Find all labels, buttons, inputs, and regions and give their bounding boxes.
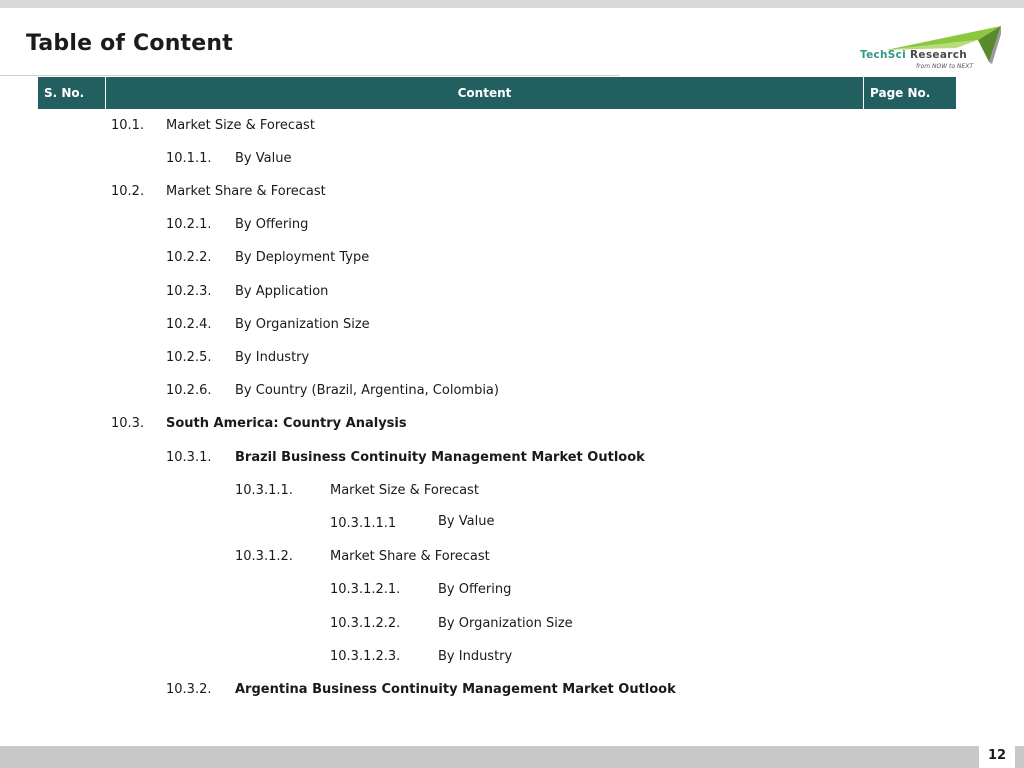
- toc-entry-number: 10.3.2.: [166, 682, 212, 697]
- toc-entry-label: By Offering: [438, 582, 512, 597]
- toc-entry-number: 10.3.1.: [166, 450, 212, 465]
- header-divider: [863, 77, 864, 109]
- toc-entry-number: 10.2.6.: [166, 383, 212, 398]
- header-serial-number: S. No.: [44, 86, 85, 100]
- toc-entry-label: By Country (Brazil, Argentina, Colombia): [235, 383, 499, 398]
- title-divider: [0, 75, 620, 76]
- toc-entry-label: By Value: [438, 514, 495, 529]
- toc-entry-number: 10.2.: [111, 184, 145, 199]
- toc-entry-number: 10.3.1.1.1: [330, 516, 397, 531]
- logo-wordmark-part2: Research: [910, 49, 967, 61]
- toc-entry-number: 10.3.1.2.: [235, 549, 293, 564]
- logo-wordmark-part1: TechSci: [860, 49, 907, 61]
- toc-entry-number: 10.2.4.: [166, 317, 212, 332]
- toc-entry-number: 10.2.2.: [166, 250, 212, 265]
- toc-entry-number: 10.3.: [111, 416, 145, 431]
- page-number: 12: [979, 746, 1015, 768]
- toc-entry-label: By Application: [235, 284, 329, 299]
- toc-entry-number: 10.2.3.: [166, 284, 212, 299]
- toc-entry-number: 10.3.1.2.1.: [330, 582, 401, 597]
- toc-entry-number: 10.1.1.: [166, 151, 212, 166]
- toc-entry-label: By Offering: [235, 217, 309, 232]
- top-strip: [0, 0, 1024, 8]
- toc-entry-number: 10.2.5.: [166, 350, 212, 365]
- toc-entry-number: 10.1.: [111, 118, 145, 133]
- page-title: Table of Content: [26, 31, 233, 56]
- toc-entry-number: 10.3.1.2.3.: [330, 649, 401, 664]
- company-logo: [856, 24, 1001, 74]
- toc-entry-number: 10.3.1.2.2.: [330, 616, 401, 631]
- toc-entry-label: By Industry: [438, 649, 513, 664]
- toc-entry-label: Market Size & Forecast: [330, 483, 479, 498]
- footer-bar: [0, 746, 1024, 768]
- toc-entry-label: By Organization Size: [438, 616, 573, 631]
- toc-entry-label: By Organization Size: [235, 317, 370, 332]
- toc-entry-label: Market Share & Forecast: [330, 549, 490, 564]
- logo-wordmark: [860, 49, 967, 61]
- toc-entry-label: Brazil Business Continuity Management Market Outlook: [235, 450, 645, 465]
- toc-entry-label: Market Size & Forecast: [166, 118, 315, 133]
- toc-entry-label: By Deployment Type: [235, 250, 370, 265]
- toc-entry-label: Market Share & Forecast: [166, 184, 326, 199]
- table-header: [38, 77, 956, 109]
- header-page-number: Page No.: [870, 86, 931, 100]
- toc-entry-number: 10.2.1.: [166, 217, 212, 232]
- toc-entry-label: Argentina Business Continuity Management Market Outlook: [235, 682, 676, 697]
- logo-tagline: from NOW to NEXT: [916, 63, 974, 70]
- toc-entry-label: By Industry: [235, 350, 310, 365]
- header-content: Content: [457, 86, 512, 100]
- toc-entry-number: 10.3.1.1.: [235, 483, 293, 498]
- toc-entry-label: By Value: [235, 151, 292, 166]
- toc-entry-label: South America: Country Analysis: [166, 416, 407, 431]
